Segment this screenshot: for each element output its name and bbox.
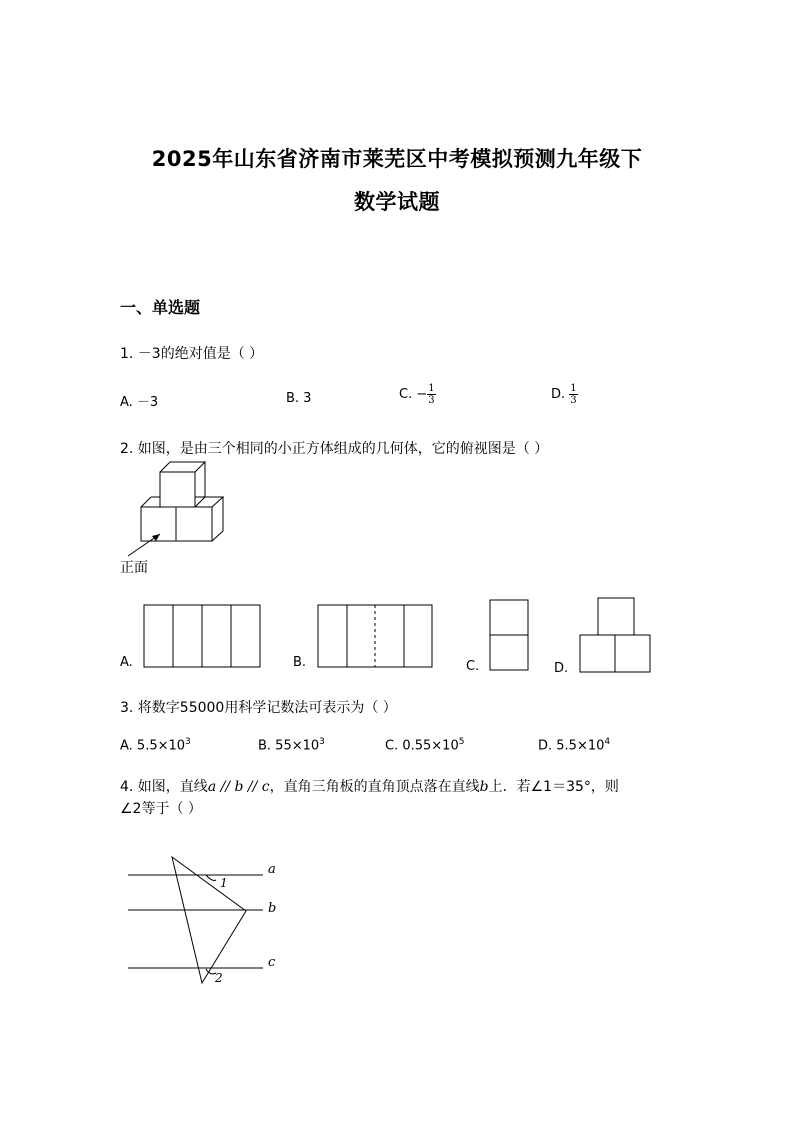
q1-option-c-prefix: C. − — [399, 387, 428, 402]
q4-stem-part-2: ，直角三角板的直角顶点落在直线 — [269, 779, 480, 795]
q3-option-b-base: B. 55×10 — [258, 738, 320, 754]
angle-2-label: 2 — [215, 971, 223, 985]
q3-option-a-base: A. 5.5×10 — [120, 738, 186, 754]
fraction-numerator: 1 — [428, 383, 435, 394]
line-b-label: b — [268, 901, 277, 916]
question-2-stem: 2. 如图，是由三个相同的小正方体组成的几何体，它的俯视图是（ ） — [120, 441, 549, 457]
q4-stem-part-1: 4. 如图，直线 — [120, 779, 208, 795]
question-3-stem: 3. 将数字55000用科学记数法可表示为（ ） — [120, 700, 397, 716]
q4-parallel-lines: a // b // c — [207, 779, 270, 795]
fraction-denominator: 3 — [570, 395, 577, 406]
fraction-numerator: 1 — [570, 383, 577, 394]
q2-option-a-label: A. — [120, 655, 133, 670]
q4-stem-part-3: 上．若∠1＝35°，则 — [488, 779, 619, 795]
line-c-label: c — [268, 955, 276, 970]
q4-line-var: b — [479, 779, 489, 795]
q3-option-d-base: D. 5.5×10 — [538, 738, 605, 754]
angle-1-label: 1 — [220, 876, 228, 890]
q3-option-b-exponent: 3 — [319, 737, 325, 747]
q3-option-a-exponent: 3 — [185, 737, 191, 747]
q2-option-c-label: C. — [466, 659, 480, 674]
q3-option-c-base: C. 0.55×10 — [385, 738, 459, 754]
page-subtitle: 数学试题 — [354, 190, 440, 214]
q1-option-d-prefix: D. — [551, 387, 570, 402]
q1-option-a: A. －3 — [120, 395, 159, 410]
q3-option-c-exponent: 5 — [458, 737, 465, 747]
q2-option-d-label: D. — [554, 661, 569, 676]
line-a-label: a — [268, 862, 276, 877]
section-heading: 一、单选题 — [120, 298, 201, 317]
question-4-stem-line2: ∠2等于（ ） — [120, 801, 202, 817]
q1-option-b: B. 3 — [286, 391, 312, 406]
front-view-label: 正面 — [120, 560, 148, 576]
q2-option-b-label: B. — [293, 655, 307, 670]
page-title: 2025年山东省济南市莱芜区中考模拟预测九年级下 — [151, 147, 643, 171]
question-1-stem: 1. －3的绝对值是（ ） — [120, 346, 264, 362]
q3-option-d-exponent: 4 — [604, 737, 611, 747]
fraction-denominator: 3 — [428, 395, 435, 406]
